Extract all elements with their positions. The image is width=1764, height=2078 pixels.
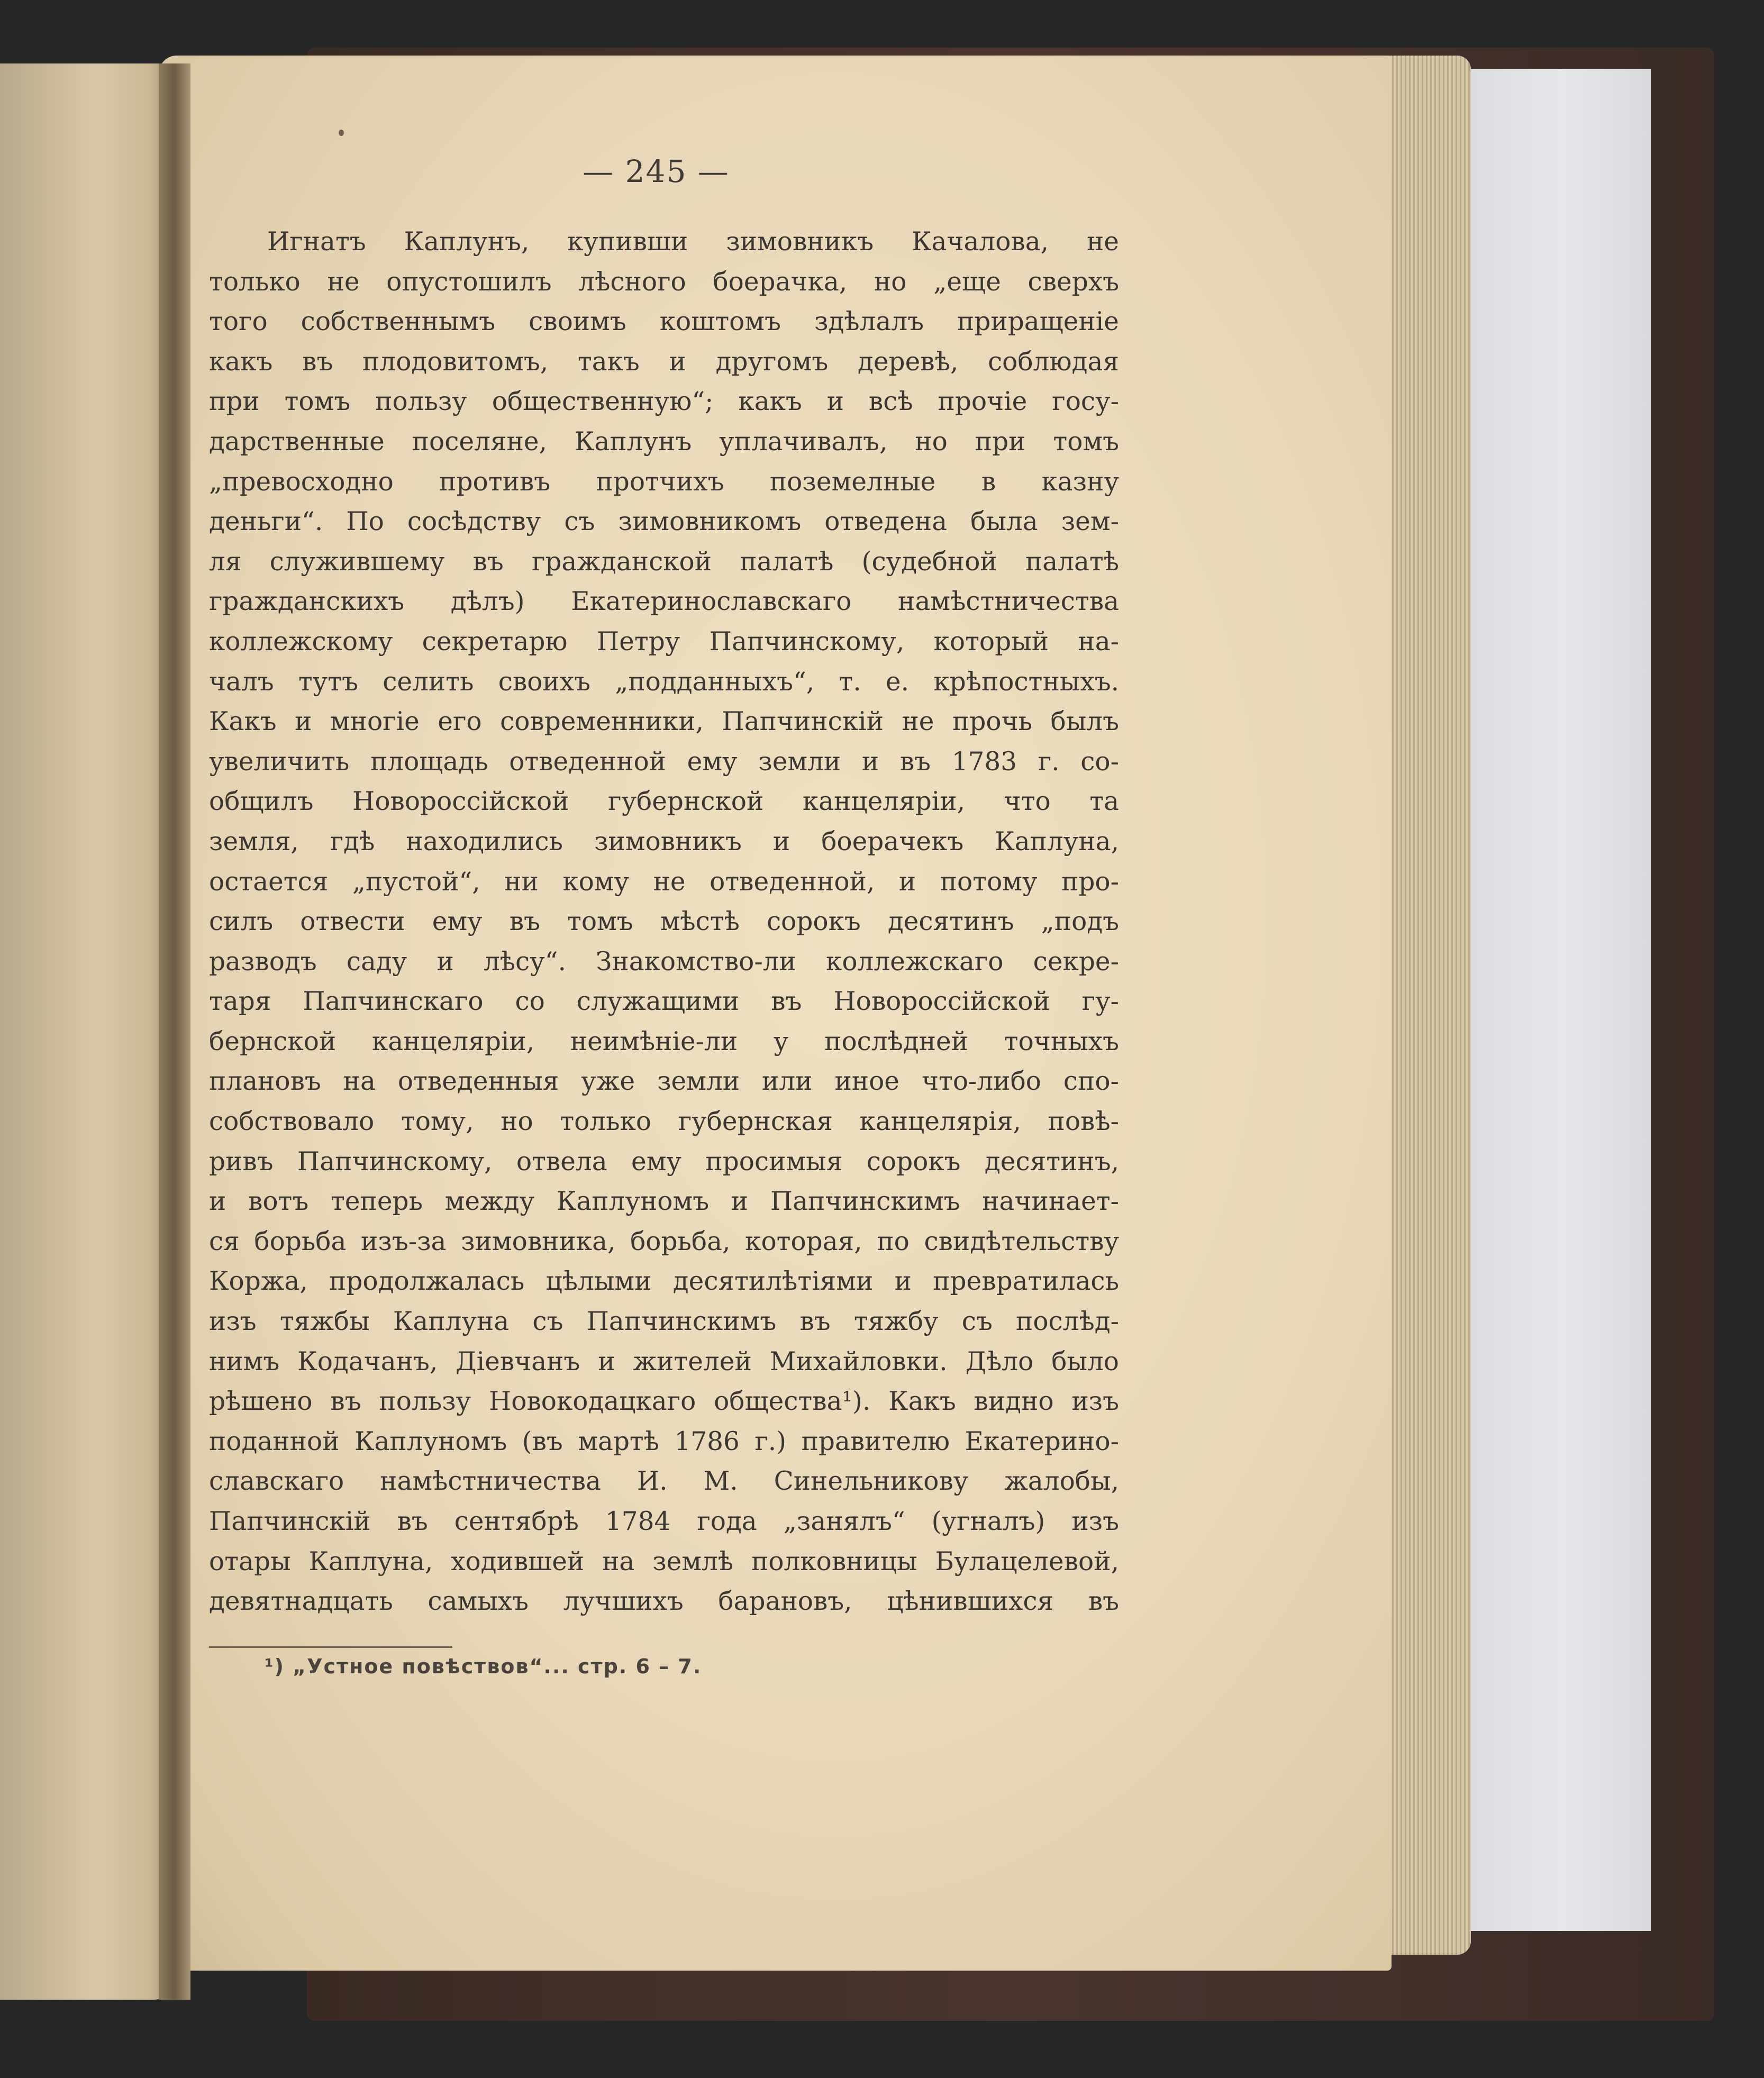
text-line: плановъ на отведенныя уже земли или иное что-либо спо- <box>209 1067 1119 1097</box>
text-line: „превосходно противъ протчихъ поземелные в казну <box>209 467 1119 497</box>
body-text <box>209 222 1119 1651</box>
text-line: коллежскому секретарю Петру Папчинскому, который на- <box>209 626 1119 657</box>
text-line: ся борьба изъ-за зимовника, борьба, которая, по свидѣтельству <box>209 1226 1119 1256</box>
page-number: — 245 — <box>583 153 730 189</box>
text-line: силъ отвести ему въ томъ мѣстѣ сорокъ десятинъ „подъ <box>209 907 1119 937</box>
text-line: при томъ пользу общественную“; какъ и всѣ прочіе госу- <box>209 387 1119 417</box>
text-line: чалъ тутъ селить своихъ „подданныхъ“, т. е. крѣпостныхъ. <box>209 667 1119 697</box>
text-line: остается „пустой“, ни кому не отведенной, и потому про- <box>209 867 1119 897</box>
text-line: поданной Каплуномъ (въ мартѣ 1786 г.) правителю Екатерино- <box>209 1426 1119 1456</box>
text-line: деньги“. По сосѣдству съ зимовникомъ отведена была зем- <box>209 507 1119 537</box>
text-line: того собственнымъ своимъ коштомъ здѣлалъ приращеніе <box>209 307 1119 337</box>
text-line: славскаго намѣстничества И. М. Синельникову жалобы, <box>209 1466 1119 1497</box>
text-line: Какъ и многіе его современники, Папчинскій не прочь былъ <box>209 707 1119 737</box>
footnote-rule <box>209 1646 452 1648</box>
text-line: отары Каплуна, ходившей на землѣ полковницы Булацелевой, <box>209 1546 1119 1576</box>
text-line: изъ тяжбы Каплуна съ Папчинскимъ въ тяжбу съ послѣд- <box>209 1307 1119 1337</box>
text-line: бернской канцеляріи, неимѣніе-ли у послѣдней точныхъ <box>209 1026 1119 1056</box>
text-line: собствовало тому, но только губернская канцелярія, повѣ- <box>209 1107 1119 1137</box>
paper-speck <box>339 130 344 136</box>
text-line: земля, гдѣ находились зимовникъ и боерачекъ Каплуна, <box>209 826 1119 856</box>
text-line: нимъ Кодачанъ, Діевчанъ и жителей Михайловки. Дѣло было <box>209 1346 1119 1377</box>
text-line: дарственные поселяне, Каплунъ уплачивалъ, но при томъ <box>209 426 1119 457</box>
text-line: Папчинскій въ сентябрѣ 1784 года „занялъ“ (угналъ) изъ <box>209 1507 1119 1536</box>
left-page <box>0 63 175 2000</box>
text-line: и вотъ теперь между Каплуномъ и Папчинскимъ начинает- <box>209 1187 1119 1217</box>
footnote: ¹) „Устное повѣствов“... стр. 6 – 7. <box>265 1655 702 1678</box>
text-line: таря Папчинскаго со служащими въ Новороссійской гу- <box>209 987 1119 1017</box>
text-line: увеличить площадь отведенной ему земли и въ 1783 г. со- <box>209 746 1119 777</box>
text-line: гражданскихъ дѣлъ) Екатеринославскаго намѣстничества <box>209 587 1119 617</box>
text-line: только не опустошилъ лѣсного боерачка, но „еще сверхъ <box>209 267 1119 297</box>
page-block-edges <box>1381 56 1471 1955</box>
book-gutter <box>159 63 190 2000</box>
text-line: ривъ Папчинскому, отвела ему просимыя сорокъ десятинъ, <box>209 1146 1119 1177</box>
text-line: какъ въ плодовитомъ, такъ и другомъ деревѣ, соблюдая <box>209 347 1119 377</box>
text-line: разводъ саду и лѣсу“. Знакомство-ли коллежскаго секре- <box>209 946 1119 977</box>
text-line: Коржа, продолжалась цѣлыми десятилѣтіями и превратилась <box>209 1266 1119 1297</box>
text-line: рѣшено въ пользу Новокодацкаго общества¹). Какъ видно изъ <box>209 1387 1119 1417</box>
text-line: общилъ Новороссійской губернской канцеляріи, что та <box>209 787 1119 817</box>
text-line: девятнадцать самыхъ лучшихъ барановъ, цѣнившихся въ <box>209 1587 1119 1617</box>
text-line: Игнатъ Каплунъ, купивши зимовникъ Качалова, не <box>267 227 1119 257</box>
text-line: ля служившему въ гражданской палатѣ (судебной палатѣ <box>209 546 1119 577</box>
